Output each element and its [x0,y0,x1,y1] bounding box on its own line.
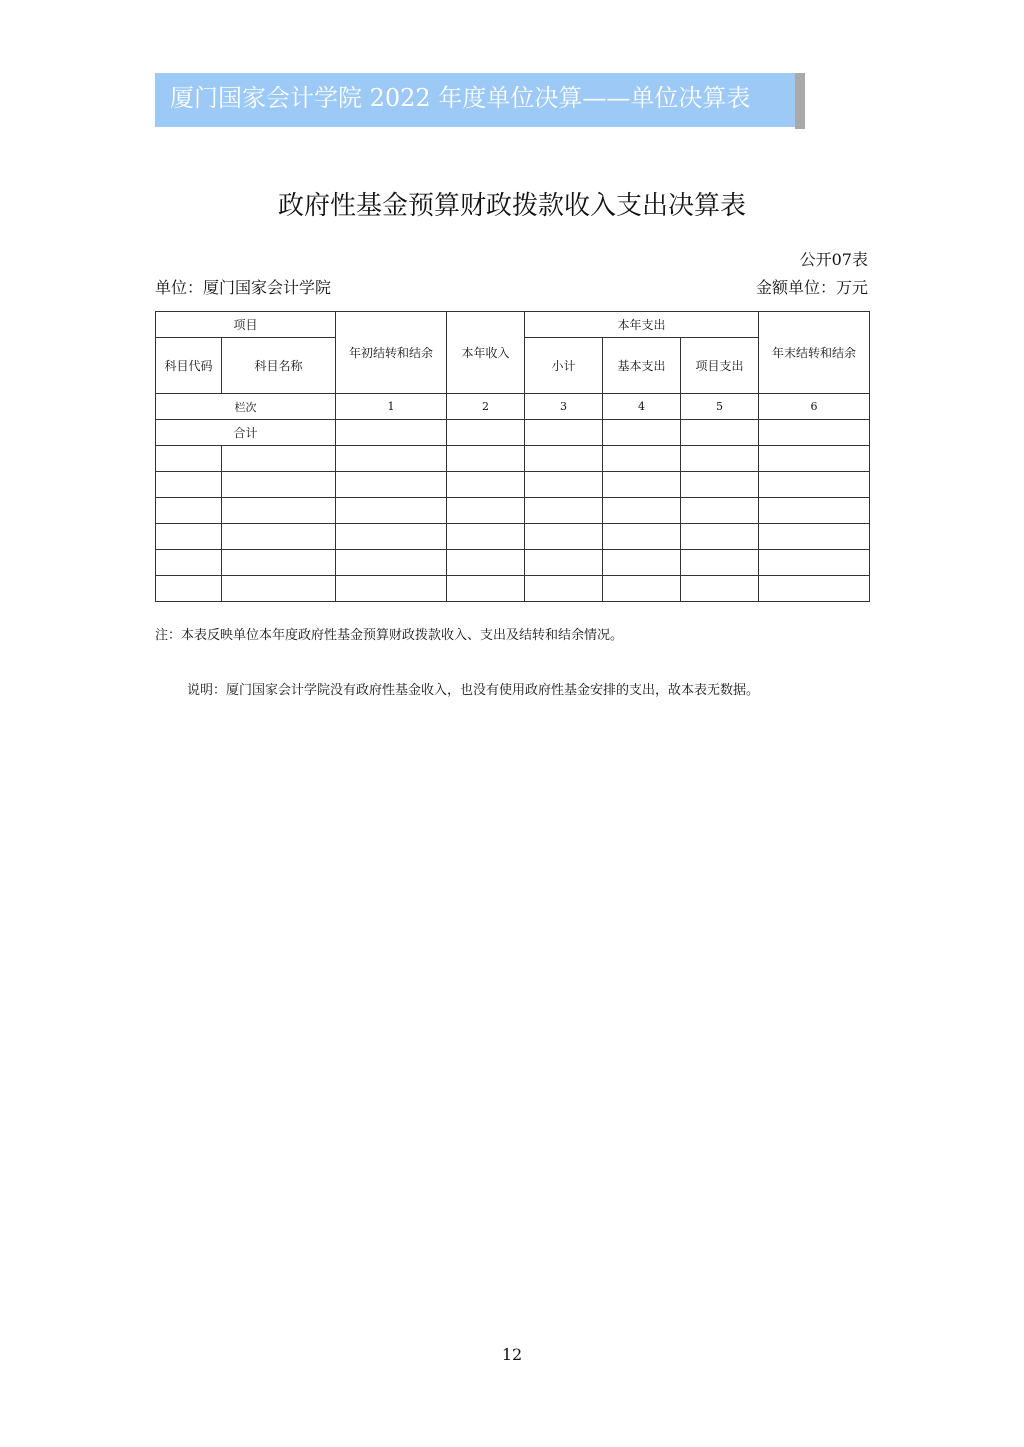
banner-title: 厦门国家会计学院 2022 年度单位决算——单位决算表 [170,84,751,112]
table-cell [447,472,525,498]
table-cell [525,498,603,524]
table-cell [681,420,759,446]
amount-unit-label: 金额单位：万元 [755,278,868,297]
table-cell [759,472,870,498]
table-cell [222,524,336,550]
table-cell [156,550,222,576]
table-cell [336,524,447,550]
table-cell [603,576,681,602]
header-code: 科目代码 [156,338,222,394]
header-income: 本年收入 [447,312,525,394]
column-number: 6 [759,394,870,420]
table-row [156,524,870,550]
table-cell [336,550,447,576]
table-cell [759,420,870,446]
header-subtotal: 小计 [525,338,603,394]
table-cell [447,524,525,550]
table-cell [222,576,336,602]
table-cell [156,498,222,524]
table-cell [681,576,759,602]
column-number: 5 [681,394,759,420]
column-number: 3 [525,394,603,420]
table-cell [525,472,603,498]
fund-table [155,311,870,602]
header-begin-balance: 年初结转和结余 [336,312,447,394]
table-cell [447,446,525,472]
header-name: 科目名称 [222,338,336,394]
header-basic-expense: 基本支出 [603,338,681,394]
table-cell [156,524,222,550]
table-cell [603,524,681,550]
table-cell [759,576,870,602]
table-cell [447,420,525,446]
table-row [156,550,870,576]
column-number: 2 [447,394,525,420]
table-cell [156,576,222,602]
header-end-balance: 年末结转和结余 [759,312,870,394]
table-cell [525,576,603,602]
table-note: 注：本表反映单位本年度政府性基金预算财政拨款收入、支出及结转和结余情况。 [155,628,624,643]
table-cell [447,576,525,602]
column-number: 1 [336,394,447,420]
table-cell [156,446,222,472]
table-cell [603,446,681,472]
table-cell [681,472,759,498]
table-cell [222,472,336,498]
column-row-label: 栏次 [156,394,336,420]
table-cell [603,420,681,446]
unit-label: 单位：厦门国家会计学院 [155,278,332,297]
total-row [156,420,870,446]
table-cell [681,446,759,472]
table-row [156,498,870,524]
table-row [156,472,870,498]
table-cell [759,524,870,550]
table-cell [222,498,336,524]
table-cell [156,472,222,498]
table-cell [525,524,603,550]
table-cell [336,498,447,524]
table-cell [759,550,870,576]
table-cell [336,446,447,472]
document-title: 政府性基金预算财政拨款收入支出决算表 [277,191,746,221]
table-cell [447,498,525,524]
table-cell [525,550,603,576]
table-cell [336,420,447,446]
table-cell [603,472,681,498]
explanation-paragraph: 说明：厦门国家会计学院没有政府性基金收入，也没有使用政府性基金安排的支出，故本表无数据。 [187,683,760,698]
table-cell [681,498,759,524]
header-project-expense: 项目支出 [681,338,759,394]
header-banner-edge [795,73,805,129]
table-cell [222,446,336,472]
table-cell [447,550,525,576]
form-code: 公开07表 [799,250,868,269]
table-row [156,446,870,472]
table-cell [603,498,681,524]
table-cell [336,472,447,498]
table-row [156,576,870,602]
table-cell [525,446,603,472]
table-cell [336,576,447,602]
table-cell [681,524,759,550]
table-cell [222,550,336,576]
table-cell [525,420,603,446]
column-number: 4 [603,394,681,420]
header-item: 项目 [156,312,336,338]
column-number-row [156,394,870,420]
table-cell [759,498,870,524]
page-number: 12 [501,1345,523,1364]
table-header-row [156,312,870,338]
table-cell [759,446,870,472]
total-label: 合计 [156,420,336,446]
header-expense-group: 本年支出 [525,312,759,338]
table-cell [603,550,681,576]
table-cell [681,550,759,576]
